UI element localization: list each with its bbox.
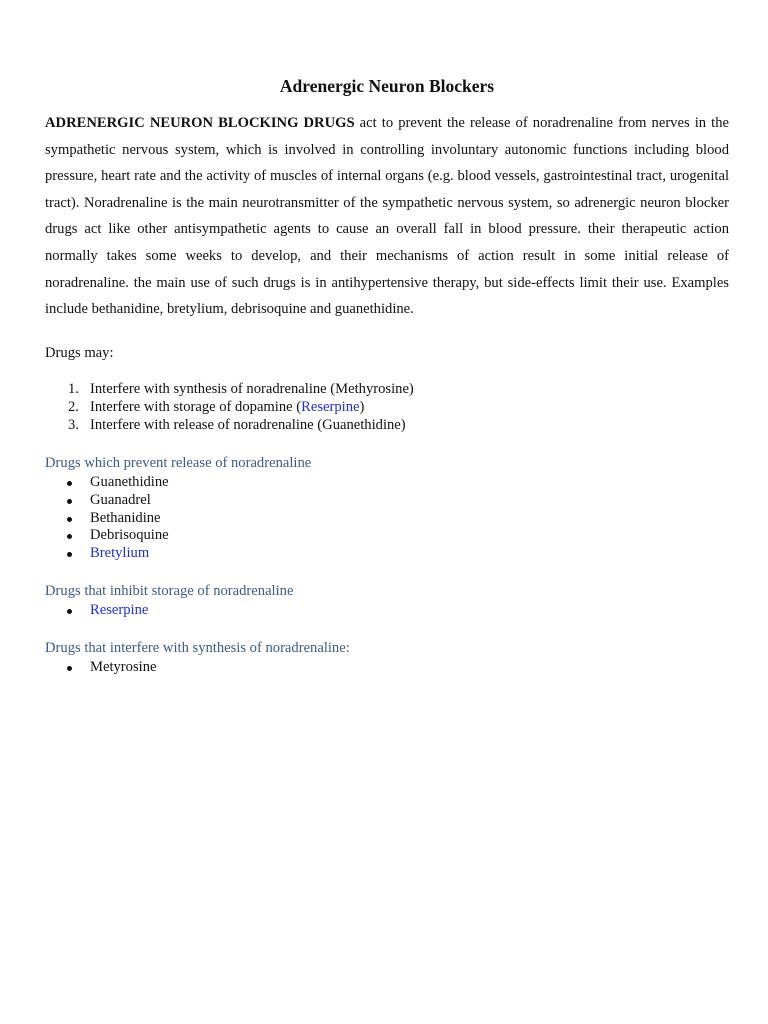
list-item [45, 510, 169, 528]
intro-text: act to prevent the release of noradrenaline from nerves in the sympathetic nervous system, which is involved in controlling involuntary autonomic functions including blood pressure, heart rate and the activity of muscles of internal organs (e.g. blood vessels, gastrointestinal tract, urogenital tract). Noradrenaline is the main neurotransmitter of the sympathetic nervous system, so adrenergic neuron blocker drugs act like other antisympathetic agents to cause an overall fall in blood pressure. their therapeutic action normally takes some weeks to develop, and their mechanisms of action result in some initial release of noradrenaline. the main use of such drugs is in antihypertensive therapy, but side-effects limit their use. Examples include bethanidine, bretylium, debrisoquine and guanethidine. [45, 115, 729, 318]
bullet-icon [67, 609, 72, 614]
bullet-icon [67, 481, 72, 486]
bullet-icon [67, 517, 72, 522]
mechanism-item [45, 398, 414, 416]
intro-bold-lead: ADRENERGIC NEURON BLOCKING DRUGS [45, 115, 355, 131]
list-item [45, 545, 169, 563]
mechanism-text: Interfere with storage of dopamine ( [90, 399, 302, 415]
bretylium-link[interactable]: Bretylium [90, 545, 150, 562]
list-item [45, 474, 169, 492]
mechanism-list [45, 380, 414, 434]
list-item [45, 492, 169, 510]
page-title: Adrenergic Neuron Blockers [279, 76, 495, 96]
mechanism-item [45, 380, 414, 398]
drug-name: Metyrosine [90, 659, 157, 675]
drug-name: Guanadrel [90, 491, 151, 508]
drug-name: Guanethidine [90, 474, 169, 490]
mechanism-text: Interfere with release of noradrenaline (Guanethidine) [90, 417, 406, 433]
list-number: 2. [68, 399, 79, 415]
section-heading-prevent-release: Drugs which prevent release of noradrenaline [45, 455, 312, 471]
intro-paragraph [45, 110, 729, 323]
mechanism-text-after: ) [359, 399, 365, 415]
reserpine-link[interactable]: Reserpine [301, 399, 360, 415]
bullet-icon [67, 666, 72, 671]
bullet-icon [67, 534, 72, 539]
drugs-may-label: Drugs may: [45, 345, 114, 361]
list-number: 1. [68, 381, 79, 397]
bullet-icon [67, 552, 72, 557]
section-heading-inhibit-storage: Drugs that inhibit storage of noradrenaline [45, 583, 294, 599]
list-number: 3. [68, 417, 79, 433]
inhibit-storage-list [45, 602, 148, 620]
reserpine-link[interactable]: Reserpine [90, 602, 149, 618]
mechanism-item [45, 416, 414, 434]
list-item [45, 659, 156, 677]
drug-name: Bethanidine [90, 509, 161, 526]
mechanism-text: Interfere with synthesis of noradrenaline (Methyrosine) [90, 381, 414, 397]
bullet-icon [67, 499, 72, 504]
drug-name: Debrisoquine [90, 527, 169, 544]
section-heading-interfere-synthesis: Drugs that interfere with synthesis of noradrenaline: [45, 640, 350, 656]
interfere-synthesis-list [45, 659, 156, 677]
list-item [45, 602, 148, 620]
prevent-release-list [45, 474, 169, 563]
list-item [45, 527, 169, 545]
